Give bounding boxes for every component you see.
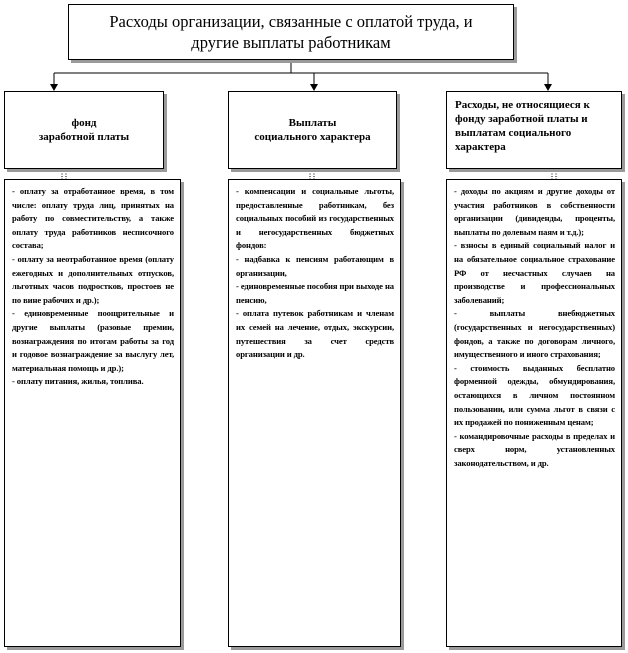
diagram-title-box: [68, 4, 514, 60]
details-box-payroll-fund: [4, 179, 181, 647]
category-title-line: характера: [455, 141, 506, 153]
detail-item: - стоимость выданных бесплатно форменной одежды, обмундирования, остающихся в личном постоянном пользовании, или сумма льгот в связи с их продажей по пониженным ценам;: [454, 362, 615, 428]
detail-item: - доходы по акциям и другие доходы от участия работников в собственности организации (дивиденды, проценты, выплаты по долевым паям и т.д.);: [454, 186, 615, 237]
detail-item: - оплату за отработанное время, в том числе: оплату труда лиц, принятых на работу по совместительству, а также оплату труда работников несписочного состава;: [12, 186, 174, 251]
detail-item: - выплаты внебюджетных (государственных и негосударственных) фондов, а также по договорам личного, имущественного и иного страхования;: [454, 308, 615, 360]
detail-item: - надбавка к пенсиям работающим в организации,: [236, 253, 394, 278]
detail-item: - оплату за неотработанное время (оплату ежегодных и дополнительных отпусков, льготных часов подростков, простоев не по вине рабочих и др.);: [12, 253, 174, 305]
details-box-social-payments: [228, 179, 401, 647]
detail-item: - оплата путевок работникам и членам их семей на лечение, отдых, экскурсии, путешествия за счет средств организации и др.: [236, 308, 394, 360]
category-title-line: заработной платы: [38, 131, 130, 143]
detail-item: - оплату питания, жилья, топлива.: [12, 376, 144, 387]
detail-item: - единовременные пособия при выходе на пенсию,: [236, 281, 394, 305]
category-box-social-payments: [228, 91, 397, 169]
category-title-line: Выплаты: [288, 117, 337, 129]
category-box-payroll-fund: [4, 91, 164, 169]
diagram-title-line-1: Расходы организации, связанные с оплатой труда, и: [109, 12, 473, 31]
category-title-line: социального характера: [254, 131, 371, 143]
category-title-line: Расходы, не относящиеся к: [455, 99, 590, 111]
category-title-line: фонду заработной платы и: [455, 113, 588, 125]
diagram-title-line-2: другие выплаты работникам: [191, 33, 391, 52]
details-box-other-expenses: [446, 179, 622, 647]
category-box-other-expenses: [446, 91, 622, 169]
detail-item: - командировочные расходы в пределах и сверх норм, установленных законодательством, и др.: [454, 430, 615, 468]
detail-item: - компенсации и социальные льготы, предоставленные работникам, без социальных пособий из государственных и негосударственных бюджетных фондов:: [236, 186, 394, 251]
detail-item: - взносы в единый социальный налог и на обязательное социальное страхование РФ от несчастных случаев на производстве и профессиональных заболеваний;: [454, 240, 615, 305]
category-title-line: фонд: [71, 117, 97, 129]
detail-item: - единовременные поощрительные и другие выплаты (разовые премии, вознаграждения по итогам работы за год и годовое вознаграждение за выслугу лет, материальная помощь и др.);: [12, 308, 174, 373]
category-title-line: выплатам социального: [455, 127, 572, 139]
